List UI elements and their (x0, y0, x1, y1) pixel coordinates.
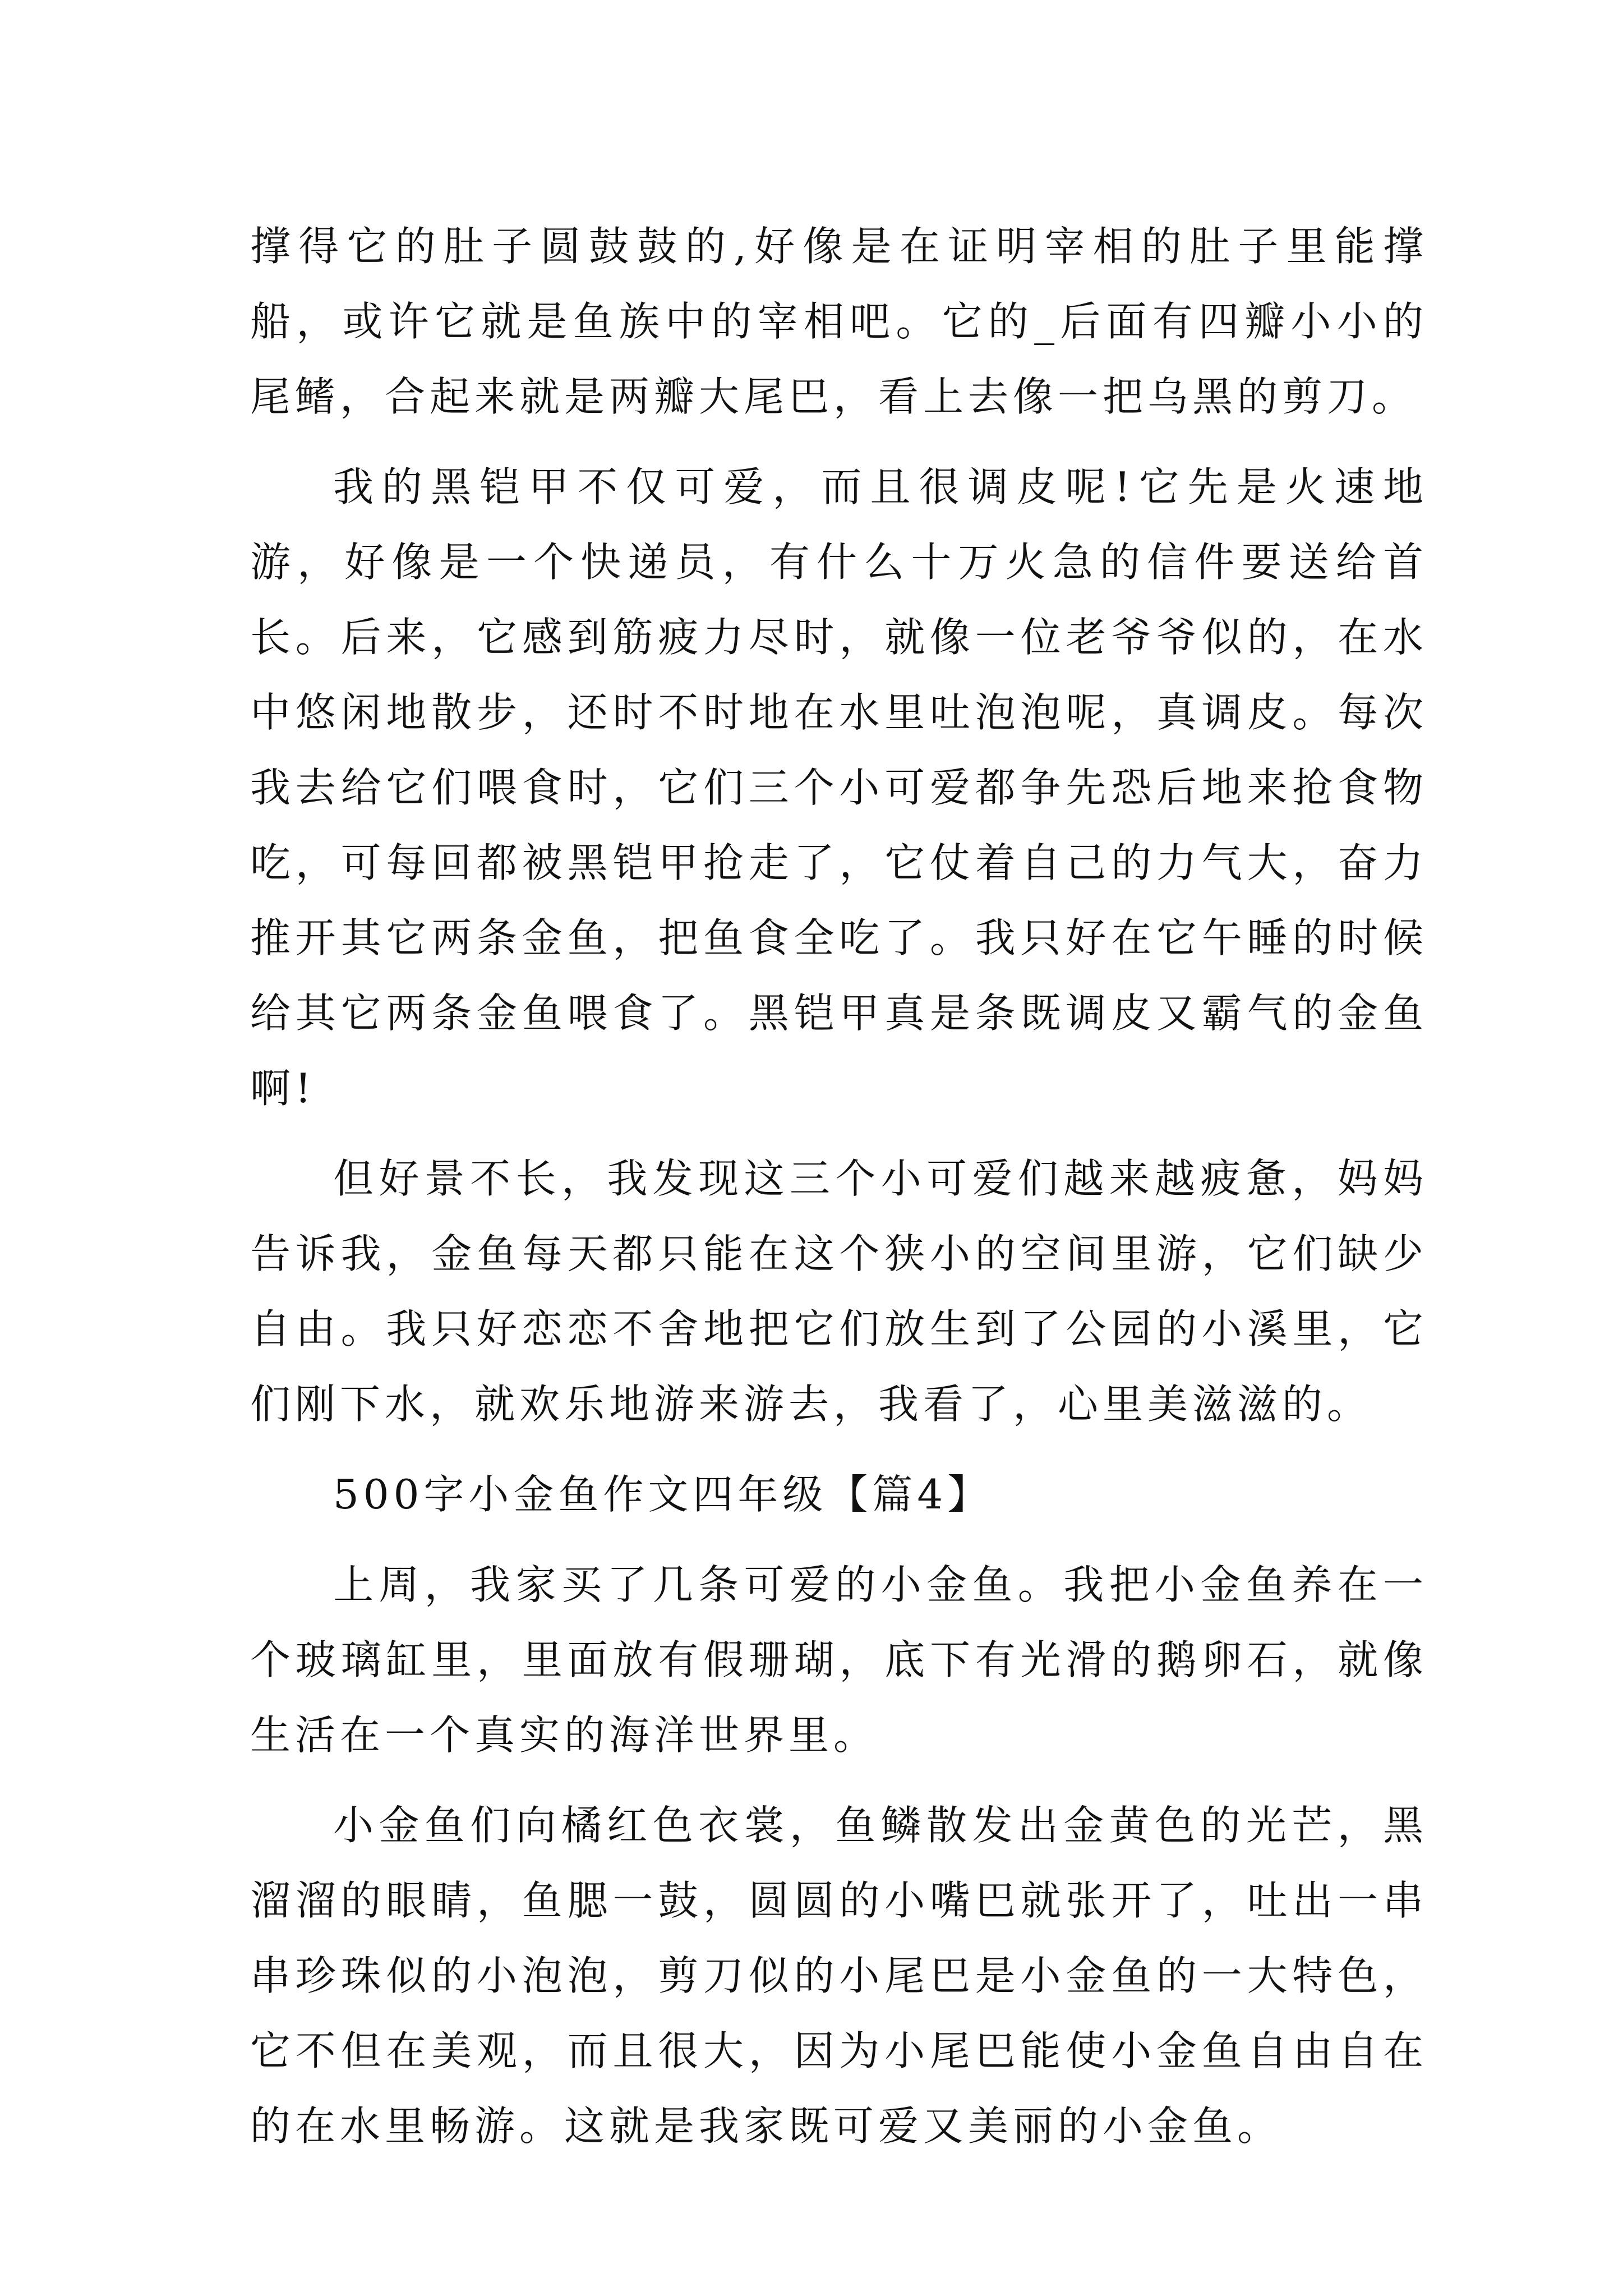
paragraph-2: 我的黑铠甲不仅可爱，而且很调皮呢!它先是火速地游，好像是一个快递员，有什么十万火急的信件要送给首长。后来，它感到筋疲力尽时，就像一位老爷爷似的，在水中悠闲地散步，还时不时地在水里吐泡泡呢，真调皮。每次我去给它们喂食时，它们三个小可爱都争先恐后地来抢食物吃，可每回都被黑铠甲抢走了，它仗着自己的力气大，奋力推开其它两条金鱼，把鱼食全吃了。我只好在它午睡的时候给其它两条金鱼喂食了。黑铠甲真是条既调皮又霸气的金鱼啊! (250, 463, 1428, 1112)
paragraph-3: 但好景不长，我发现这三个小可爱们越来越疲惫，妈妈告诉我，金鱼每天都只能在这个狭小的空间里游，它们缺少自由。我只好恋恋不舍地把它们放生到了公园的小溪里，它们刚下水，就欢乐地游来游去，我看了，心里美滋滋的。 (250, 1155, 1428, 1428)
paragraph-5: 小金鱼们向橘红色衣裳，鱼鳞散发出金黄色的光芒，黑溜溜的眼睛，鱼腮一鼓，圆圆的小嘴巴就张开了，吐出一串串珍珠似的小泡泡，剪刀似的小尾巴是小金鱼的一大特色，它不但在美观，而且很大，因为小尾巴能使小金鱼自由自在的在水里畅游。这就是我家既可爱又美丽的小金鱼。 (250, 1802, 1428, 2150)
paragraph-1-continuation: 撑得它的肚子圆鼓鼓的,好像是在证明宰相的肚子里能撑船，或许它就是鱼族中的宰相吧。它的_后面有四瓣小小的尾鳍，合起来就是两瓣大尾巴，看上去像一把乌黑的剪刀。 (250, 223, 1428, 420)
essay-body (250, 209, 1428, 2179)
paragraph-4: 上周，我家买了几条可爱的小金鱼。我把小金鱼养在一个玻璃缸里，里面放有假珊瑚，底下有光滑的鹅卵石，就像生活在一个真实的海洋世界里。 (250, 1561, 1428, 1759)
section-heading: 500字小金鱼作文四年级【篇4】 (333, 1471, 993, 1518)
